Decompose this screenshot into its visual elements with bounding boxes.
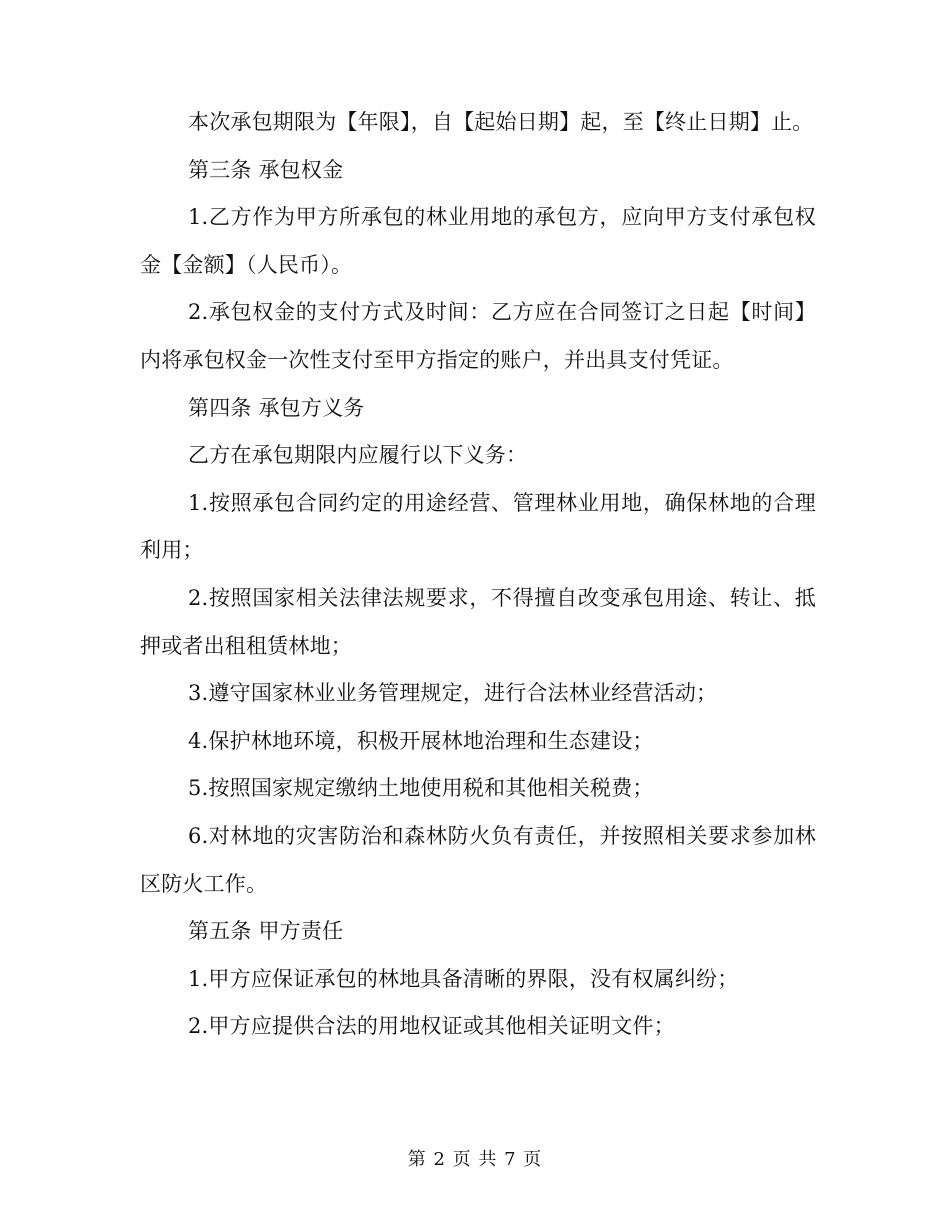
page-number-footer: 第 2 页 共 7 页 — [407, 1149, 543, 1170]
heading-article-4: 第四条 承包方义务 — [188, 395, 365, 420]
paragraph-article-4-item-5: 5.按照国家规定缴纳土地使用税和其他相关税费； — [188, 776, 654, 801]
document-body — [140, 99, 816, 1051]
paragraph-article-4-item-2: 2.按照国家相关法律法规要求，不得擅自改变承包用途、转让、抵押或者出租租赁林地； — [140, 585, 816, 658]
heading-article-3: 第三条 承包权金 — [188, 157, 344, 182]
paragraph-article-4-intro: 乙方在承包期限内应履行以下义务： — [188, 443, 528, 468]
paragraph-article-4-item-1: 1.按照承包合同约定的用途经营、管理林业用地，确保林地的合理利用； — [140, 490, 816, 563]
paragraph-article-5-item-1: 1.甲方应保证承包的林地具备清晰的界限，没有权属纠纷； — [188, 966, 739, 991]
heading-article-5: 第五条 甲方责任 — [188, 919, 344, 944]
paragraph-article-3-item-1: 1.乙方作为甲方所承包的林业用地的承包方，应向甲方支付承包权金【金额】（人民币）。 — [140, 205, 816, 277]
paragraph-article-5-item-2: 2.甲方应提供合法的用地权证或其他相关证明文件； — [188, 1014, 675, 1039]
paragraph-term-period: 本次承包期限为【年限】，自【起始日期】起，至【终止日期】止。 — [188, 110, 814, 134]
paragraph-article-3-item-2: 2.承包权金的支付方式及时间：乙方应在合同签订之日起【时间】内将承包权金一次性支付至甲方指定的账户，并出具支付凭证。 — [140, 300, 816, 372]
paragraph-article-4-item-6: 6.对林地的灾害防治和森林防火负有责任，并按照相关要求参加林区防火工作。 — [140, 823, 816, 896]
paragraph-article-4-item-3: 3.遵守国家林业业务管理规定，进行合法林业经营活动； — [188, 681, 718, 706]
paragraph-article-4-item-4: 4.保护林地环境，积极开展林地治理和生态建设； — [188, 728, 654, 753]
